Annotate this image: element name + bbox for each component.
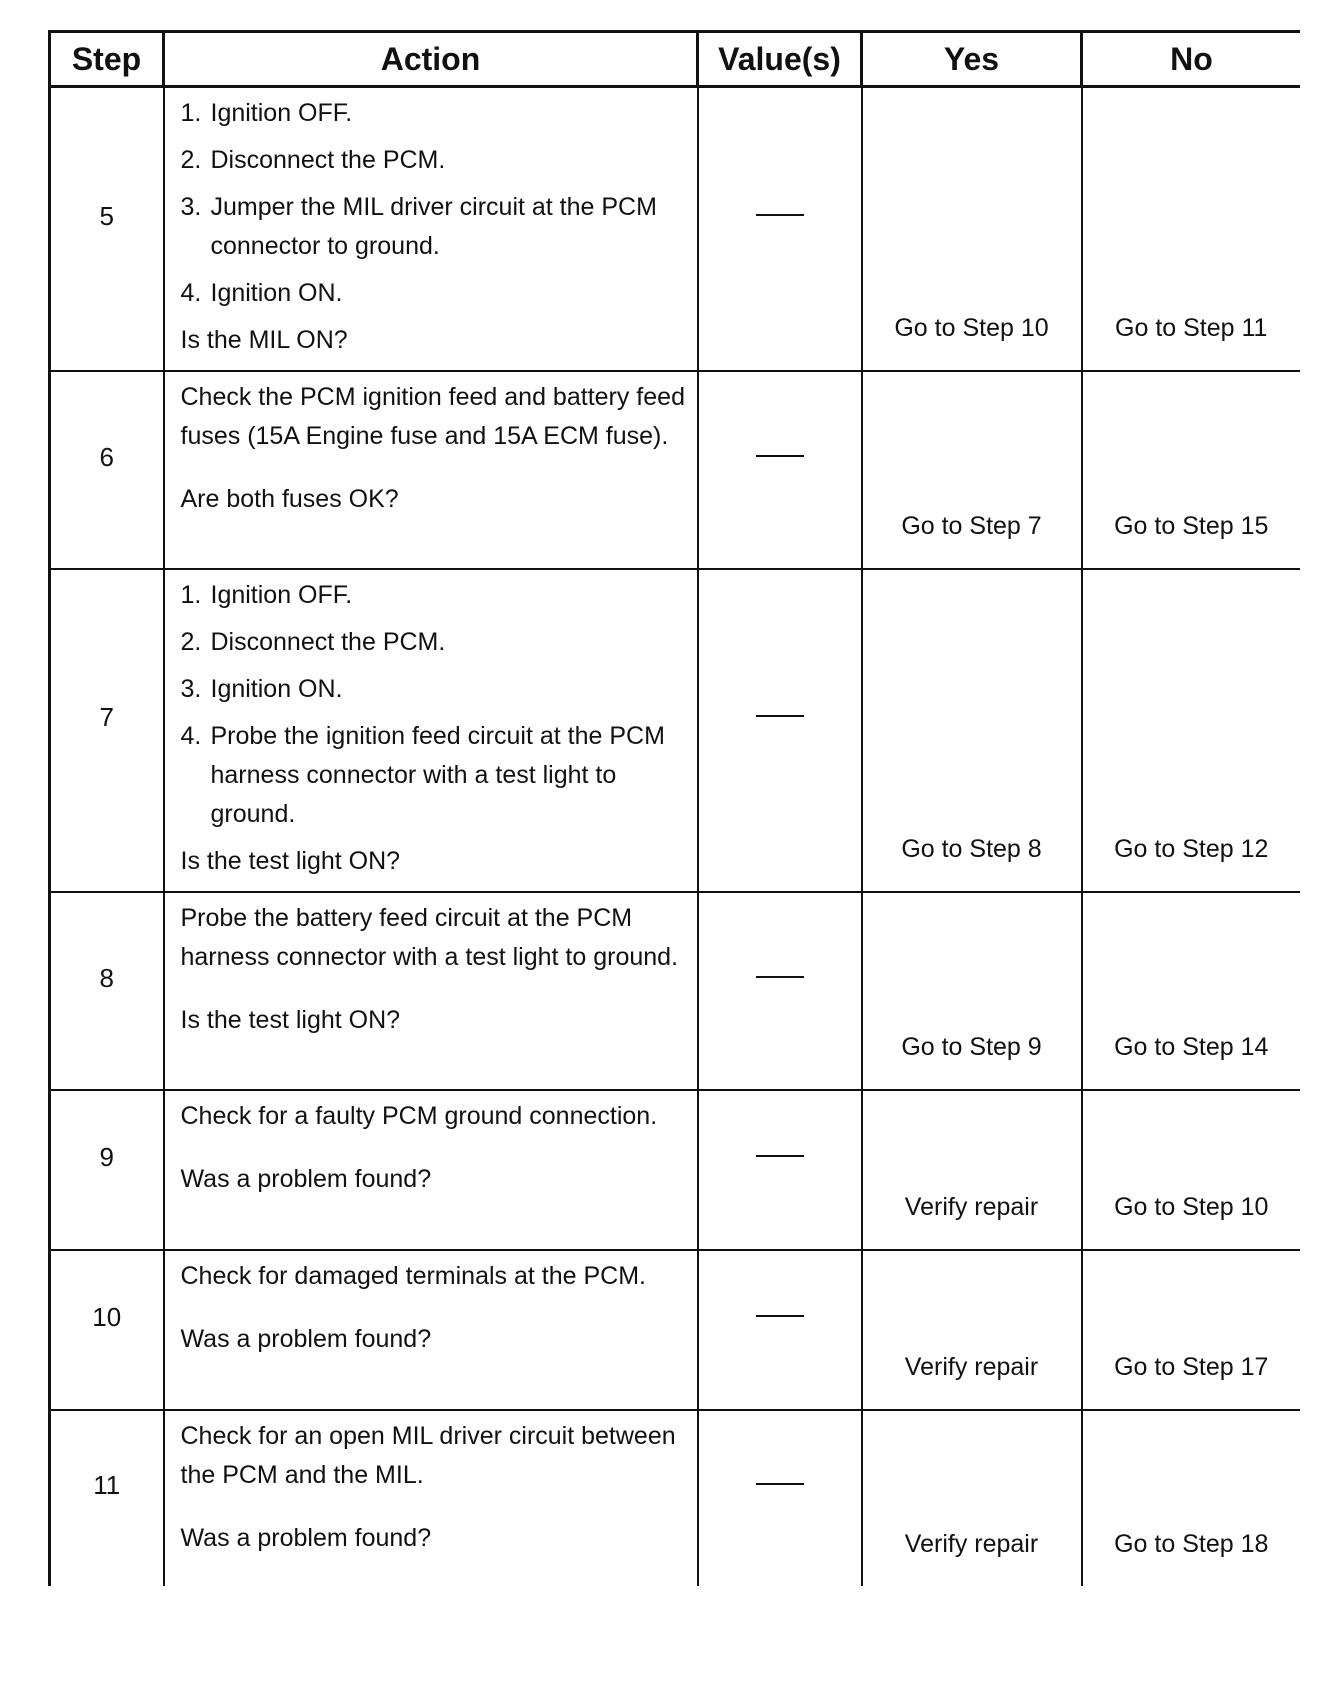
no-outcome: Go to Step 14 (1082, 892, 1301, 1090)
value-cell (698, 1250, 862, 1410)
table-row (50, 1250, 1301, 1410)
action-step (181, 623, 689, 662)
step-num: 1. (180, 99, 202, 127)
step-text: Ignition ON. (210, 279, 343, 307)
yes-outcome: Go to Step 10 (862, 87, 1082, 372)
step-num: 3. (180, 193, 202, 221)
diagnostic-table (48, 30, 1300, 1586)
action-text: Probe the battery feed circuit at the PCM harness connector with a test light to ground. (180, 904, 679, 971)
no-outcome: Go to Step 10 (1082, 1090, 1301, 1250)
no-outcome: Go to Step 12 (1082, 569, 1301, 892)
yes-outcome: Go to Step 7 (862, 371, 1082, 569)
yes-outcome: Go to Step 8 (862, 569, 1082, 892)
no-outcome: Go to Step 15 (1082, 371, 1301, 569)
value-dash (756, 455, 804, 457)
action-question: Are both fuses OK? (180, 485, 399, 513)
header-yes: Yes (862, 32, 1082, 87)
action-question: Was a problem found? (180, 1165, 432, 1193)
step-number: 9 (50, 1090, 164, 1250)
no-outcome: Go to Step 18 (1082, 1410, 1301, 1586)
header-action: Action (164, 32, 698, 87)
table-row (50, 569, 1301, 892)
yes-outcome: Go to Step 9 (862, 892, 1082, 1090)
step-num: 4. (180, 279, 202, 307)
value-dash (756, 976, 804, 978)
action-cell (164, 1090, 698, 1250)
diagnostic-table-container (48, 30, 1300, 1670)
table-row (50, 1410, 1301, 1586)
step-num: 3. (180, 675, 202, 703)
step-text: Jumper the MIL driver circuit at the PCM connector to ground. (210, 193, 657, 260)
step-num: 1. (180, 581, 202, 609)
action-cell (164, 892, 698, 1090)
value-dash (756, 1315, 804, 1317)
action-text: Check for damaged terminals at the PCM. (180, 1262, 646, 1290)
step-text: Disconnect the PCM. (210, 146, 446, 174)
header-values: Value(s) (698, 32, 862, 87)
action-question: Is the test light ON? (180, 847, 401, 875)
value-dash (756, 1155, 804, 1157)
step-number: 10 (50, 1250, 164, 1410)
step-number: 7 (50, 569, 164, 892)
value-dash (756, 1483, 804, 1485)
action-cell (164, 87, 698, 372)
action-step (181, 670, 689, 709)
step-number: 5 (50, 87, 164, 372)
table-row (50, 892, 1301, 1090)
action-question: Is the MIL ON? (180, 326, 348, 354)
action-cell (164, 1250, 698, 1410)
yes-outcome: Verify repair (862, 1250, 1082, 1410)
step-text: Ignition ON. (210, 675, 343, 703)
header-no: No (1082, 32, 1301, 87)
value-cell (698, 371, 862, 569)
table-row (50, 371, 1301, 569)
step-text: Disconnect the PCM. (210, 628, 446, 656)
action-step (181, 717, 689, 834)
action-cell (164, 569, 698, 892)
action-text: Check for an open MIL driver circuit between the PCM and the MIL. (180, 1422, 676, 1489)
yes-outcome: Verify repair (862, 1090, 1082, 1250)
action-step (181, 141, 689, 180)
step-num: 4. (180, 722, 202, 750)
action-question: Was a problem found? (180, 1524, 432, 1552)
step-number: 11 (50, 1410, 164, 1586)
no-outcome: Go to Step 17 (1082, 1250, 1301, 1410)
action-question: Is the test light ON? (180, 1006, 401, 1034)
step-text: Ignition OFF. (210, 99, 353, 127)
action-step (181, 94, 689, 133)
action-step (181, 188, 689, 266)
value-cell (698, 892, 862, 1090)
action-question: Was a problem found? (180, 1325, 432, 1353)
action-steps (181, 94, 689, 313)
action-steps (181, 576, 689, 834)
value-cell (698, 1410, 862, 1586)
action-step (181, 576, 689, 615)
step-number: 8 (50, 892, 164, 1090)
value-cell (698, 87, 862, 372)
step-text: Ignition OFF. (210, 581, 353, 609)
step-text: Probe the ignition feed circuit at the PCM harness connector with a test light to ground. (210, 722, 665, 828)
value-dash (756, 715, 804, 717)
yes-outcome: Verify repair (862, 1410, 1082, 1586)
value-cell (698, 569, 862, 892)
step-num: 2. (180, 628, 202, 656)
action-cell (164, 1410, 698, 1586)
value-cell (698, 1090, 862, 1250)
action-text: Check for a faulty PCM ground connection. (180, 1102, 658, 1130)
header-row (50, 32, 1301, 87)
no-outcome: Go to Step 11 (1082, 87, 1301, 372)
table-row (50, 1090, 1301, 1250)
action-cell (164, 371, 698, 569)
action-text: Check the PCM ignition feed and battery feed fuses (15A Engine fuse and 15A ECM fuse). (180, 383, 685, 450)
step-num: 2. (180, 146, 202, 174)
value-dash (756, 214, 804, 216)
step-number: 6 (50, 371, 164, 569)
action-step (181, 274, 689, 313)
table-row (50, 87, 1301, 372)
header-step: Step (50, 32, 164, 87)
